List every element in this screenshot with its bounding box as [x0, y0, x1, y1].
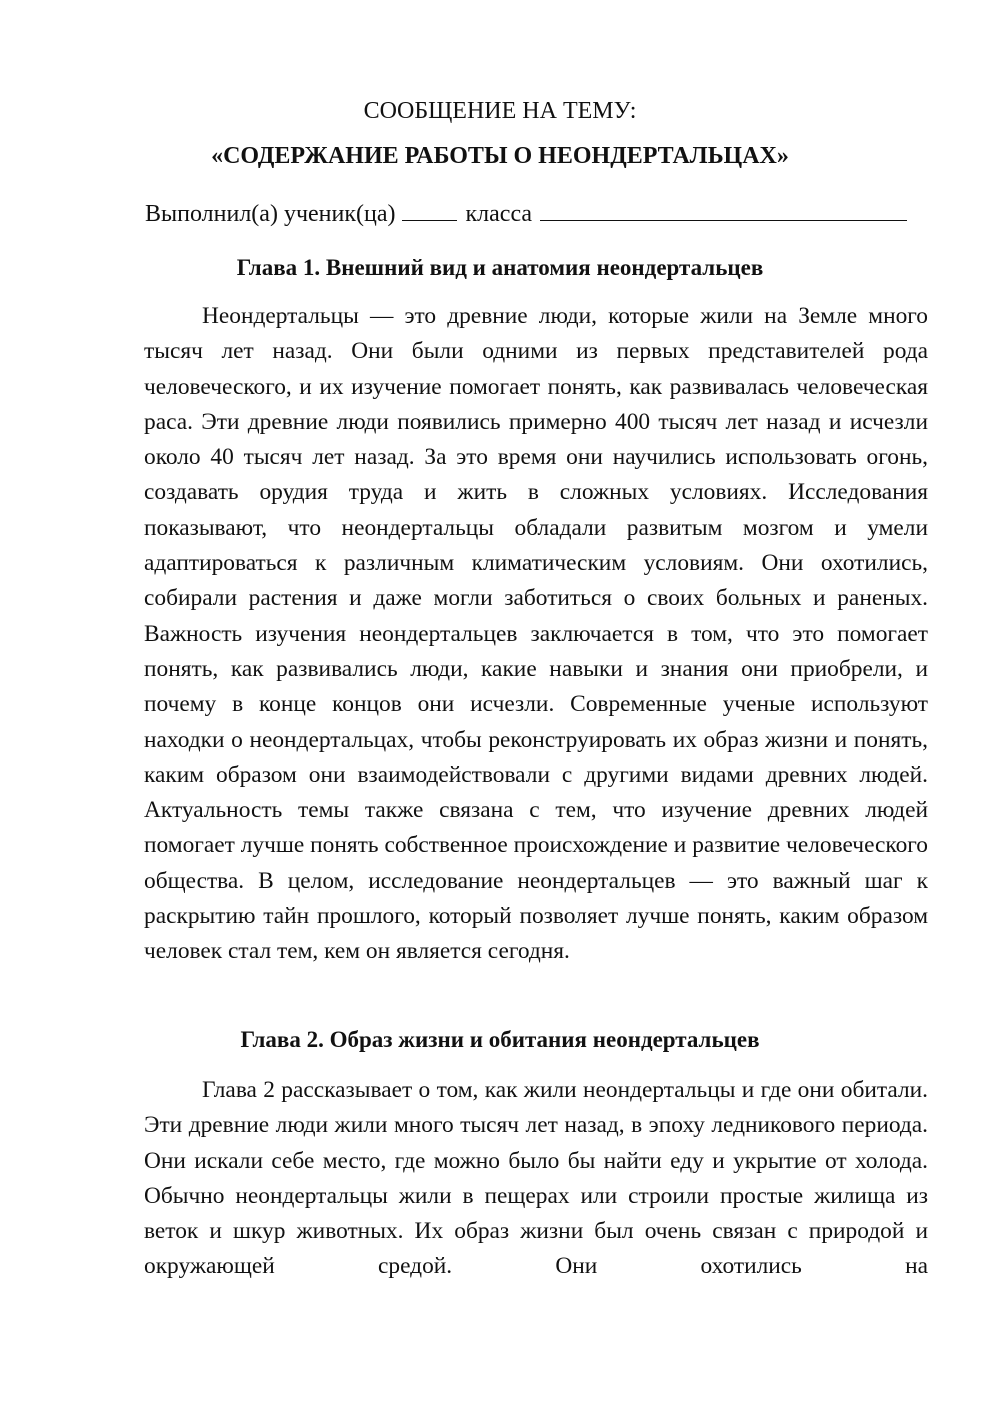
document-title: СООБЩЕНИЕ НА ТЕМУ:: [363, 98, 637, 124]
document-topic: «СОДЕРЖАНИЕ РАБОТЫ О НЕОНДЕРТАЛЬЦАХ»: [211, 143, 789, 169]
chapter-2-paragraph: Глава 2 рассказывает о том, как жили неондертальцы и где они обитали. Эти древние люди жили много тысяч лет назад, в эпоху ледникового периода. Они искали себе место, где можно было бы найти еду и укрытие от холода. Обычно неондертальцы жили в пещерах или строили простые жилища из веток и шкур животных. Их образ жизни был очень связан с природой и окружающей средой. Они охотились на: [144, 1077, 928, 1280]
class-name-blank: [540, 197, 907, 221]
chapter-1-heading: Глава 1. Внешний вид и анатомия неондертальцев: [236, 255, 764, 280]
author-line: [145, 196, 907, 232]
chapter-2-heading: Глава 2. Образ жизни и обитания неондертальцев: [240, 1027, 760, 1052]
class-label: класса: [465, 201, 533, 227]
chapter-1-paragraph: Неондертальцы — это древние люди, которые жили на Земле много тысяч лет назад. Они были одними из первых представителей рода человеческого, и их изучение помогает понять, как развивалась человеческая раса. Эти древние люди появились примерно 400 тысяч лет назад и исчезли около 40 тысяч лет назад. За это время они научились использовать огонь, создавать орудия труда и жить в сложных условиях. Исследования показывают, что неондертальцы обладали развитым мозгом и умели адаптироваться к различным климатическим условиям. Они охотились, собирали растения и даже могли заботиться о своих больных и раненых. Важность изучения неондертальцев заключается в том, что это помогает понять, как развивались люди, какие навыки и знания они приобрели, и почему в конце концов они исчезли. Современные ученые используют находки о неондертальцах, чтобы реконструировать их образ жизни и понять, каким образом они взаимодействовали с другими видами древних людей. Актуальность темы также связана с тем, что изучение древних людей помогает лучше понять собственное происхождение и развитие человеческого общества. В целом, исследование неондертальцев — это важный шаг к раскрытию тайн прошлого, который позволяет лучше понять, каким образом человек стал тем, кем он является сегодня.: [144, 303, 928, 965]
author-label: Выполнил(а) ученик(ца): [145, 201, 396, 227]
class-number-blank: [402, 197, 457, 221]
